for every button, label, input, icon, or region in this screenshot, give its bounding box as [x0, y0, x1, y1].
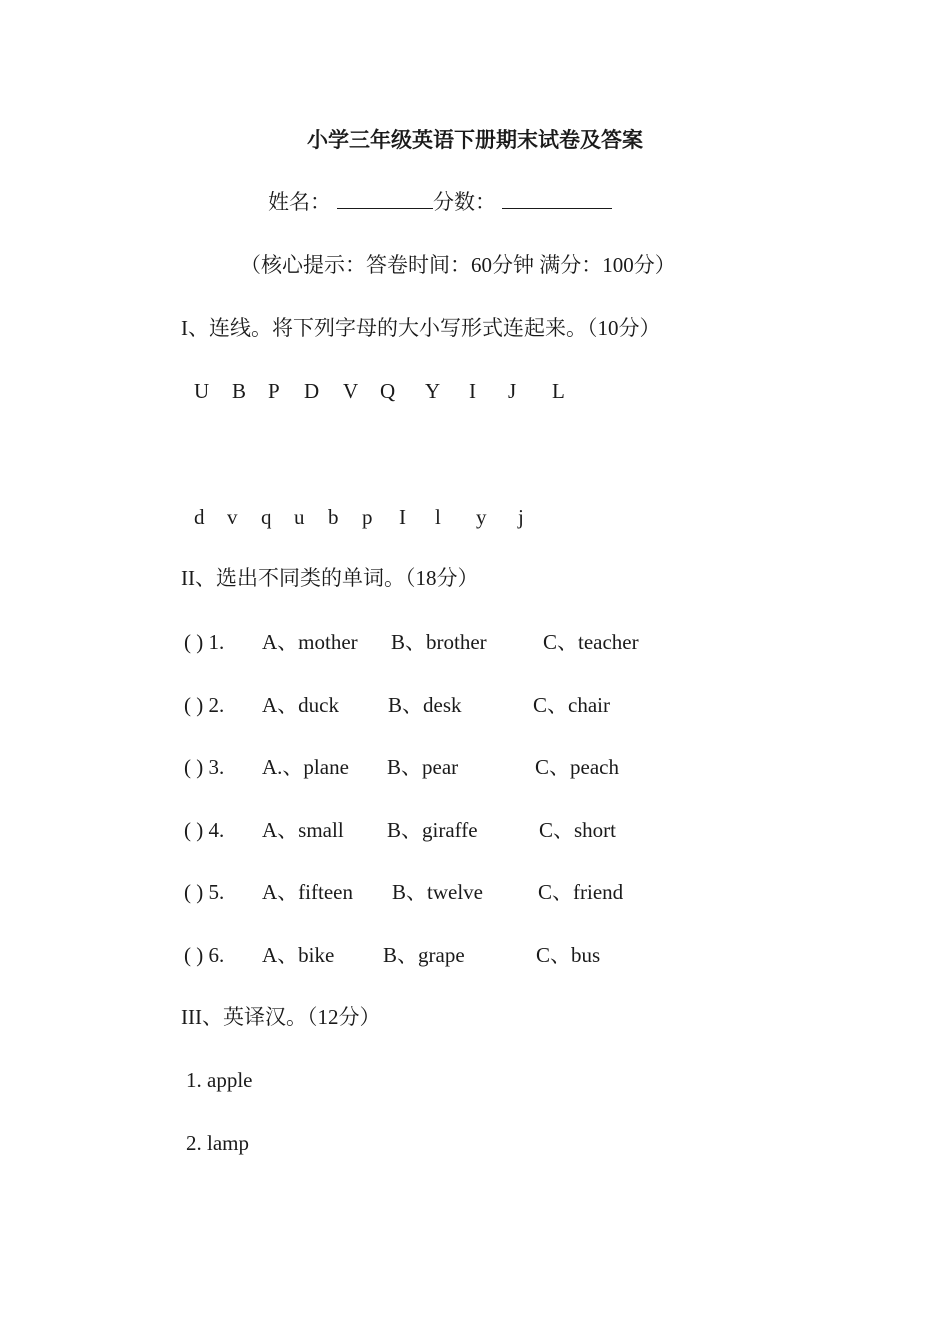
- upper-letter: I: [469, 379, 476, 403]
- score-blank[interactable]: [502, 190, 612, 209]
- upper-letter: Q: [380, 379, 396, 403]
- page-title: 小学三年级英语下册期末试卷及答案: [307, 128, 643, 152]
- translate-item: 1. apple: [186, 1068, 253, 1092]
- upper-letter: P: [268, 379, 280, 403]
- option-b: B、pear: [387, 755, 459, 779]
- lower-letter: d: [194, 505, 205, 529]
- option-c: C、chair: [533, 693, 610, 717]
- lower-letter: I: [399, 505, 406, 529]
- lower-letter: l: [435, 505, 441, 529]
- lower-letter: j: [518, 505, 524, 529]
- option-a: A.、plane: [262, 755, 349, 779]
- option-b: B、desk: [388, 693, 462, 717]
- option-c: C、teacher: [543, 630, 639, 654]
- upper-letter: J: [508, 379, 517, 403]
- question-number[interactable]: ( ) 2.: [184, 693, 225, 717]
- name-blank[interactable]: [337, 190, 433, 209]
- upper-letter: U: [194, 379, 210, 403]
- name-label: 姓名：: [268, 190, 331, 214]
- option-c: C、peach: [535, 755, 619, 779]
- option-a: A、fifteen: [262, 880, 353, 904]
- section2-heading: II、选出不同类的单词。（18分）: [181, 566, 479, 590]
- upper-letter: B: [232, 379, 247, 403]
- option-a: A、duck: [262, 693, 339, 717]
- option-b: B、giraffe: [387, 818, 478, 842]
- section1-heading: I、连线。将下列字母的大小写形式连起来。（10分）: [181, 316, 661, 340]
- name-score-line: [268, 189, 612, 215]
- lower-letter: u: [294, 505, 305, 529]
- hint-text: （核心提示：答卷时间：60分钟 满分：100分）: [240, 253, 676, 277]
- option-c: C、short: [539, 818, 617, 842]
- option-c: C、friend: [538, 880, 624, 904]
- lower-letter: b: [328, 505, 339, 529]
- lower-letter: y: [476, 505, 487, 529]
- lower-letter: v: [227, 505, 238, 529]
- section3-heading: III、英译汉。（12分）: [181, 1005, 381, 1029]
- option-a: A、mother: [262, 630, 358, 654]
- lower-letter: q: [261, 505, 272, 529]
- score-label: 分数：: [433, 190, 496, 214]
- translate-item: 2. lamp: [186, 1131, 249, 1155]
- option-b: B、twelve: [392, 880, 483, 904]
- option-b: B、grape: [383, 943, 465, 967]
- question-number[interactable]: ( ) 6.: [184, 943, 225, 967]
- question-number[interactable]: ( ) 1.: [184, 630, 225, 654]
- option-b: B、brother: [391, 630, 487, 654]
- question-number[interactable]: ( ) 4.: [184, 818, 225, 842]
- question-number[interactable]: ( ) 3.: [184, 755, 225, 779]
- upper-letter: D: [304, 379, 320, 403]
- upper-letter: L: [552, 379, 565, 403]
- question-number[interactable]: ( ) 5.: [184, 880, 225, 904]
- option-c: C、bus: [536, 943, 601, 967]
- upper-letter: V: [343, 379, 359, 403]
- upper-letter: Y: [425, 379, 441, 403]
- lower-letter: p: [362, 505, 373, 529]
- option-a: A、small: [262, 818, 344, 842]
- option-a: A、bike: [262, 943, 335, 967]
